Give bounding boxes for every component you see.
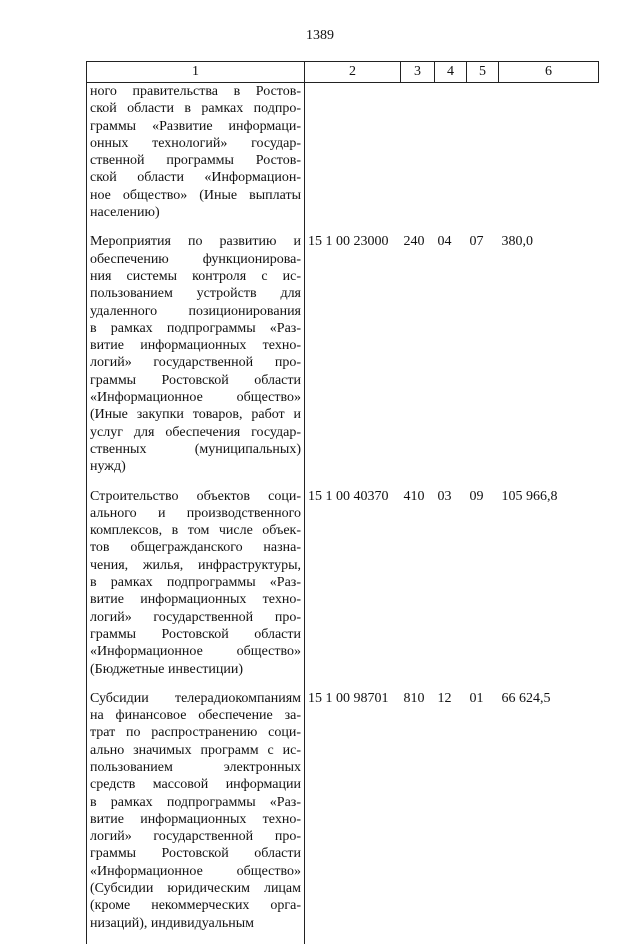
row-section: 12 xyxy=(437,690,452,706)
row-target-code xyxy=(305,83,401,234)
description-line: низаций), индивидуальным xyxy=(90,915,254,931)
row-expense-type: 410 xyxy=(403,488,425,504)
row-target-code: 15 1 00 40370 xyxy=(308,488,389,504)
col-header-6: 6 xyxy=(499,62,599,83)
description-line: ального и производственного xyxy=(90,505,301,521)
description-line: чения, жилья, инфраструктуры, xyxy=(90,557,301,573)
row-expense-type xyxy=(401,83,435,234)
page-number: 1389 xyxy=(306,28,334,43)
description-line: тов общегражданского назна- xyxy=(90,540,301,556)
description-line: в рамках подпрограммы «Раз- xyxy=(90,575,301,591)
row-description xyxy=(87,233,305,487)
table-row xyxy=(87,690,599,944)
description-line: ное общество» (Иные выплаты xyxy=(90,187,301,203)
col-header-1: 1 xyxy=(87,62,305,83)
table-row xyxy=(87,233,599,487)
description-line: удаленного позиционирования xyxy=(90,303,301,319)
description-line: пользованием электронных xyxy=(90,759,301,775)
description-line: «Информационное общество» xyxy=(90,863,301,879)
description-line: витие информационных техно- xyxy=(90,592,301,608)
description-line: ской области «Информацион- xyxy=(90,170,301,186)
description-line: ственных (муниципальных) xyxy=(90,441,301,457)
description-line: ния системы контроля с ис- xyxy=(90,268,301,284)
description-line: граммы Ростовской области xyxy=(90,626,301,642)
row-description xyxy=(87,83,305,234)
description-line: средств массовой информации xyxy=(90,777,301,793)
row-description xyxy=(87,488,305,690)
description-line: населению) xyxy=(90,205,160,221)
row-section: 04 xyxy=(437,234,452,250)
row-target-code: 15 1 00 98701 xyxy=(308,690,389,706)
description-line: витие информационных техно- xyxy=(90,338,301,354)
description-line: в рамках подпрограммы «Раз- xyxy=(90,794,301,810)
row-target-code: 15 1 00 23000 xyxy=(308,234,389,250)
description-line: на финансовое обеспечение за- xyxy=(90,708,301,724)
budget-table xyxy=(86,61,599,944)
description-line: комплексов, в том числе объек- xyxy=(90,523,301,539)
col-header-2: 2 xyxy=(305,62,401,83)
table-row xyxy=(87,83,599,234)
row-subsection: 07 xyxy=(469,234,484,250)
description-line: ственной программы Ростов- xyxy=(90,153,301,169)
description-line: логий» государственной про- xyxy=(90,355,301,371)
row-subsection xyxy=(467,83,499,234)
col-header-3: 3 xyxy=(401,62,435,83)
description-line: (кроме некоммерческих орга- xyxy=(90,898,301,914)
row-amount: 380,0 xyxy=(501,234,533,250)
description-line: (Бюджетные инвестиции) xyxy=(90,661,244,677)
row-expense-type: 240 xyxy=(403,234,425,250)
row-section: 03 xyxy=(437,488,452,504)
row-amount xyxy=(499,83,599,234)
row-section xyxy=(435,83,467,234)
description-line: трат по распространению соци- xyxy=(90,725,301,741)
row-expense-type: 810 xyxy=(403,690,425,706)
description-line: логий» государственной про- xyxy=(90,829,301,845)
row-description xyxy=(87,690,305,944)
table-header-row xyxy=(87,62,599,83)
description-line: витие информационных техно- xyxy=(90,811,301,827)
description-line: «Информационное общество» xyxy=(90,390,301,406)
col-header-5: 5 xyxy=(467,62,499,83)
description-line: граммы «Развитие информаци- xyxy=(90,118,301,134)
description-line: логий» государственной про- xyxy=(90,609,301,625)
description-line: онных технологий» государ- xyxy=(90,135,301,151)
description-line: ально значимых программ с ис- xyxy=(90,742,301,758)
description-line: обеспечению функционирова- xyxy=(90,251,301,267)
row-subsection: 09 xyxy=(469,488,484,504)
description-line: граммы Ростовской области xyxy=(90,846,301,862)
row-amount: 66 624,5 xyxy=(501,690,551,706)
col-header-4: 4 xyxy=(435,62,467,83)
description-line: Субсидии телерадиокомпаниям xyxy=(90,690,301,706)
description-line: нужд) xyxy=(90,459,126,475)
row-amount: 105 966,8 xyxy=(501,488,558,504)
description-line: граммы Ростовской области xyxy=(90,372,301,388)
description-line: ской области в рамках подпро- xyxy=(90,101,301,117)
table-row xyxy=(87,488,599,690)
row-subsection: 01 xyxy=(469,690,484,706)
description-line: пользованием устройств для xyxy=(90,286,301,302)
description-line: в рамках подпрограммы «Раз- xyxy=(90,320,301,336)
description-line: (Субсидии юридическим лицам xyxy=(90,881,301,897)
description-line: Строительство объектов соци- xyxy=(90,488,301,504)
description-line: Мероприятия по развитию и xyxy=(90,234,301,250)
description-line: ного правительства в Ростов- xyxy=(90,84,301,99)
description-line: «Информационное общество» xyxy=(90,644,301,660)
description-line: (Иные закупки товаров, работ и xyxy=(90,407,301,423)
description-line: услуг для обеспечения государ- xyxy=(90,424,301,440)
